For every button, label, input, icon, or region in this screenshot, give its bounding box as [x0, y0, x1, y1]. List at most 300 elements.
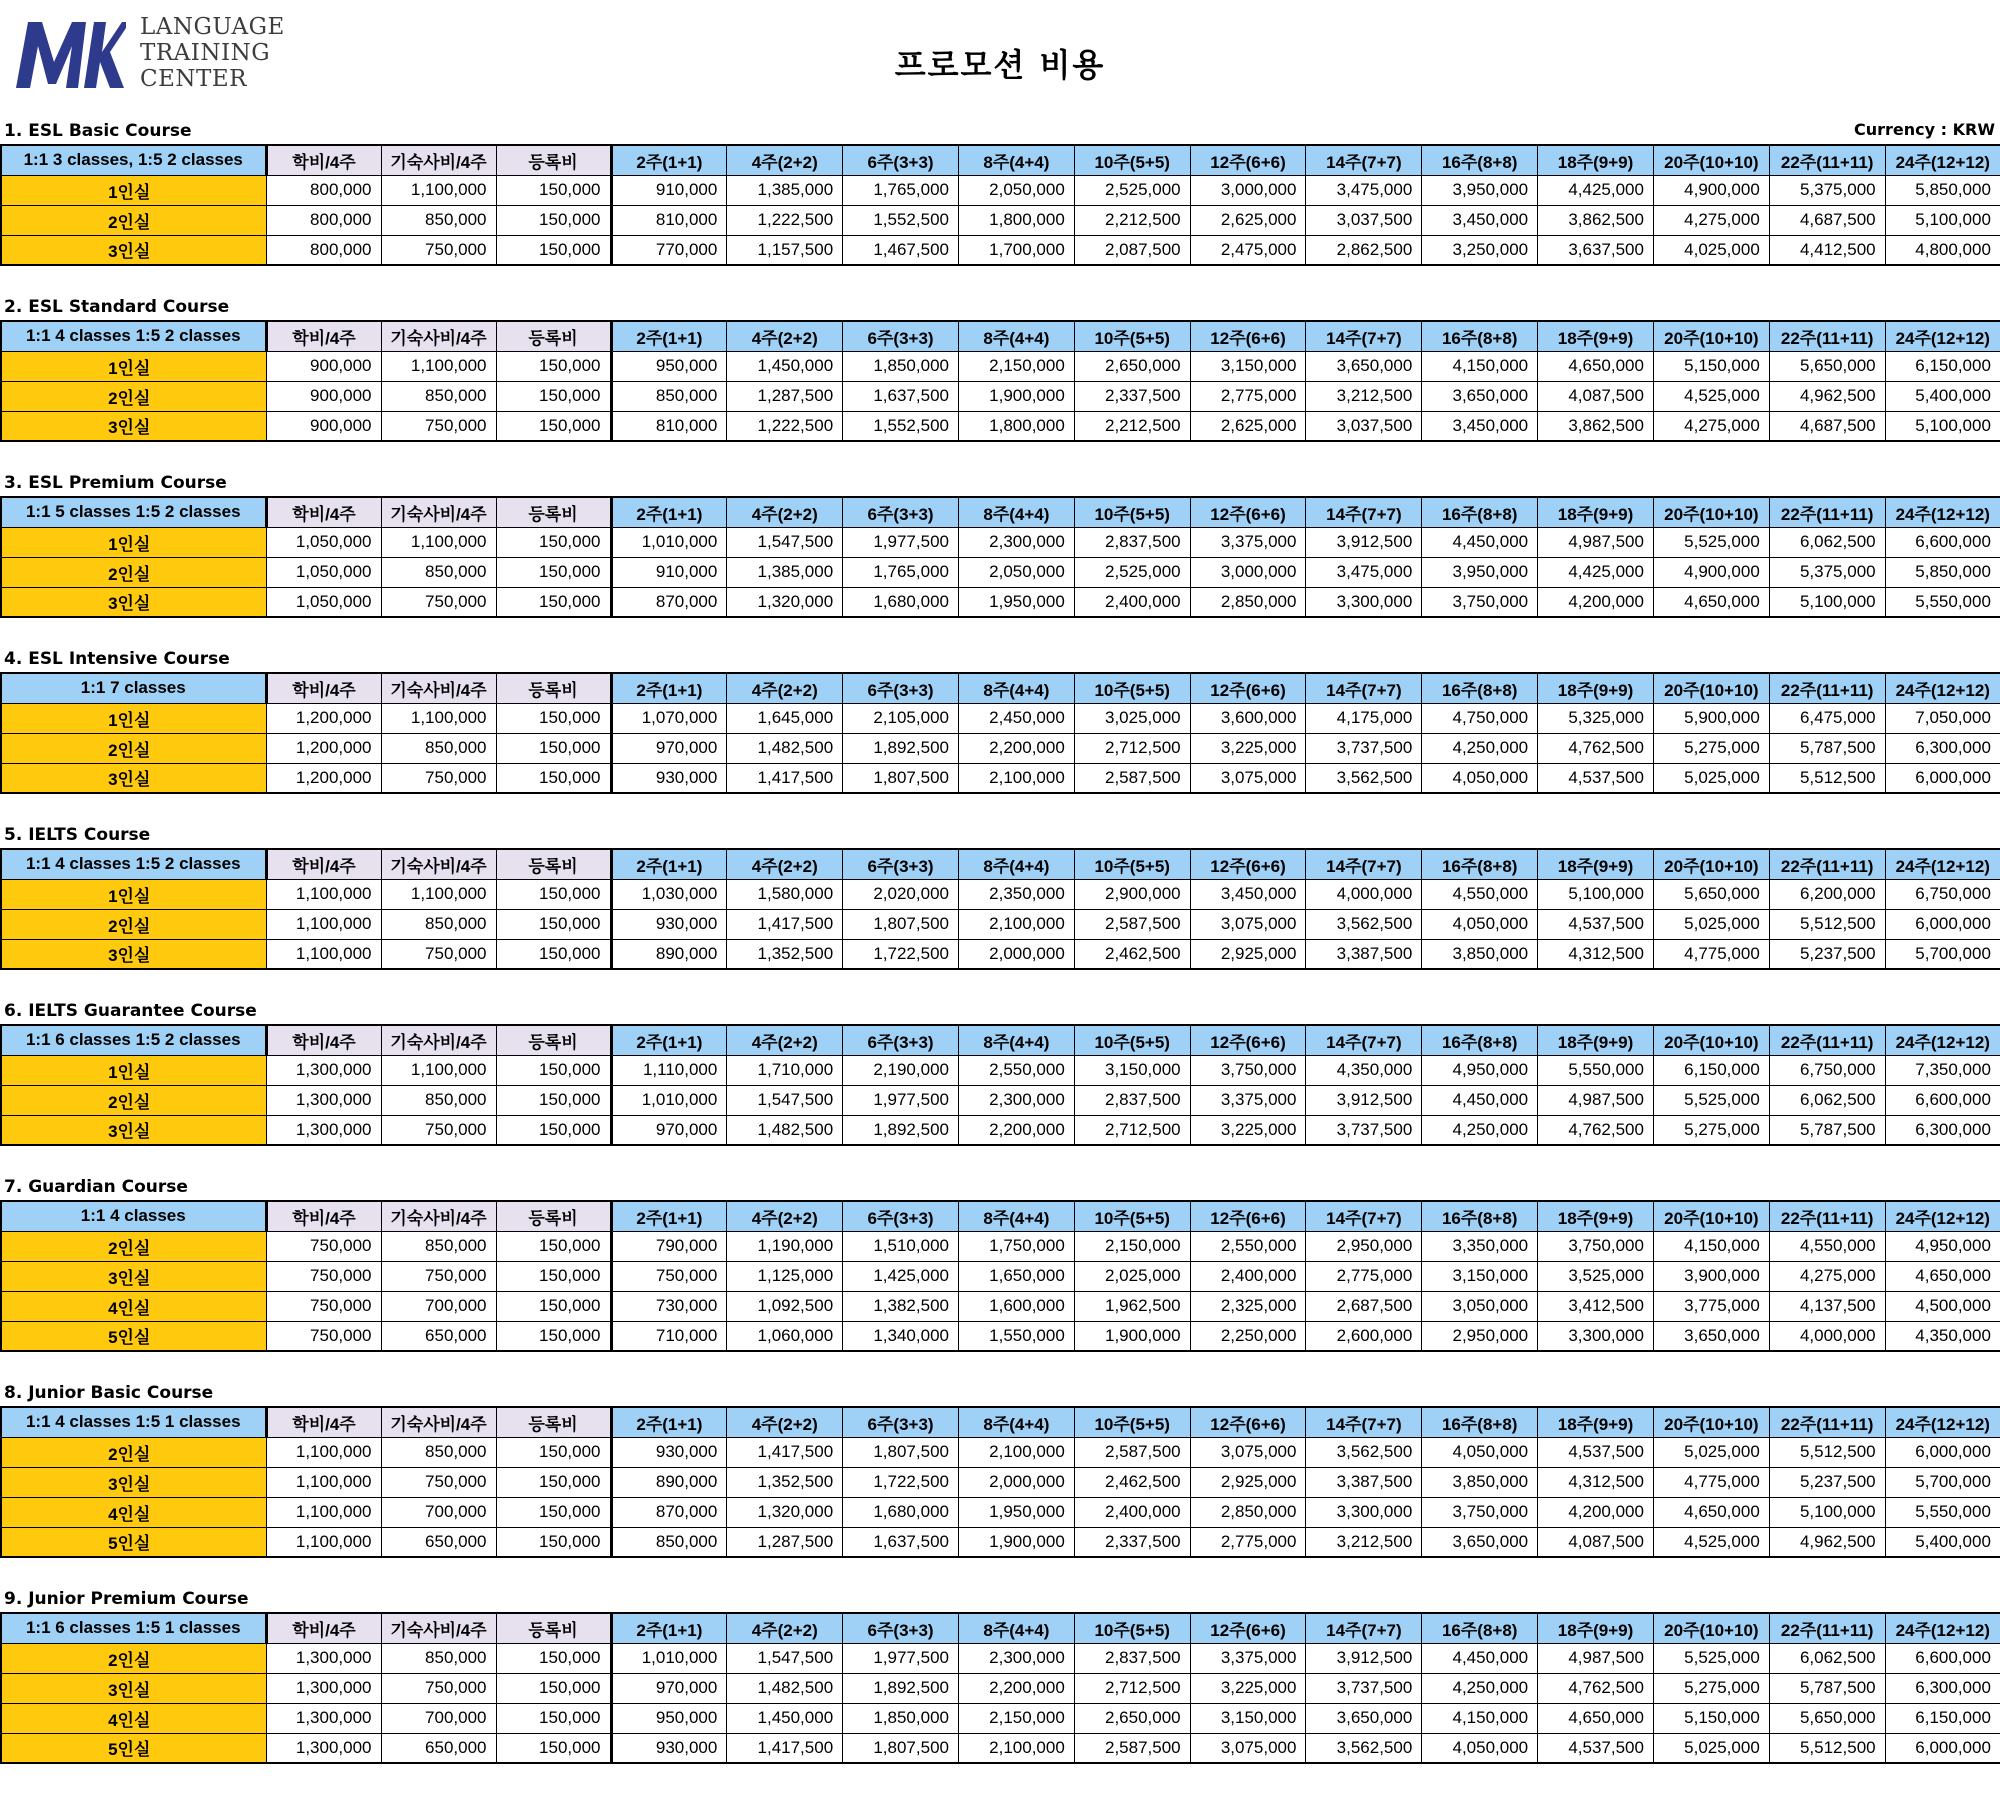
price-cell: 6,150,000 — [1885, 351, 2000, 381]
price-cell: 970,000 — [611, 733, 727, 763]
price-cell: 2,462,500 — [1074, 939, 1190, 969]
room-type: 1인실 — [1, 879, 266, 909]
price-cell: 5,525,000 — [1653, 1643, 1769, 1673]
price-cell: 1,977,500 — [843, 527, 959, 557]
week-header: 6주(3+3) — [843, 145, 959, 175]
price-cell: 4,150,000 — [1653, 1231, 1769, 1261]
week-header: 12주(6+6) — [1190, 849, 1306, 879]
price-cell: 2,400,000 — [1074, 587, 1190, 617]
price-cell: 150,000 — [496, 381, 611, 411]
price-cell: 730,000 — [611, 1291, 727, 1321]
price-cell: 5,787,500 — [1769, 1115, 1885, 1145]
price-cell: 4,987,500 — [1538, 1643, 1654, 1673]
week-header: 8주(4+4) — [958, 321, 1074, 351]
fee-header: 기숙사비/4주 — [381, 1407, 496, 1437]
price-cell: 1,340,000 — [843, 1321, 959, 1351]
price-cell: 4,962,500 — [1769, 381, 1885, 411]
price-cell: 2,950,000 — [1422, 1321, 1538, 1351]
price-cell: 1,700,000 — [958, 235, 1074, 265]
week-header: 20주(10+10) — [1653, 1613, 1769, 1643]
price-cell: 6,600,000 — [1885, 1085, 2000, 1115]
price-cell: 1,750,000 — [958, 1231, 1074, 1261]
price-cell: 5,525,000 — [1653, 1085, 1769, 1115]
price-cell: 2,850,000 — [1190, 587, 1306, 617]
price-cell: 1,300,000 — [266, 1055, 381, 1085]
price-cell: 2,950,000 — [1306, 1231, 1422, 1261]
price-cell: 1,110,000 — [611, 1055, 727, 1085]
price-cell: 4,650,000 — [1653, 587, 1769, 617]
price-cell: 750,000 — [381, 411, 496, 441]
price-cell: 2,200,000 — [958, 1673, 1074, 1703]
price-cell: 810,000 — [611, 205, 727, 235]
room-type: 3인실 — [1, 235, 266, 265]
price-cell: 1,510,000 — [843, 1231, 959, 1261]
price-cell: 3,750,000 — [1422, 587, 1538, 617]
price-cell: 1,962,500 — [1074, 1291, 1190, 1321]
course-section — [0, 998, 2000, 1146]
price-cell: 150,000 — [496, 411, 611, 441]
price-cell: 4,950,000 — [1885, 1231, 2000, 1261]
room-type: 2인실 — [1, 557, 266, 587]
price-cell: 1,157,500 — [727, 235, 843, 265]
price-cell: 1,300,000 — [266, 1643, 381, 1673]
price-cell: 650,000 — [381, 1733, 496, 1763]
price-cell: 970,000 — [611, 1115, 727, 1145]
course-section — [0, 470, 2000, 618]
price-cell: 2,550,000 — [958, 1055, 1074, 1085]
price-cell: 650,000 — [381, 1527, 496, 1557]
table-row — [1, 175, 2000, 205]
course-section — [0, 294, 2000, 442]
week-header: 12주(6+6) — [1190, 1407, 1306, 1437]
price-cell: 900,000 — [266, 351, 381, 381]
room-type: 3인실 — [1, 1115, 266, 1145]
price-cell: 750,000 — [611, 1261, 727, 1291]
price-cell: 1,650,000 — [958, 1261, 1074, 1291]
price-cell: 2,525,000 — [1074, 175, 1190, 205]
price-cell: 1,300,000 — [266, 1115, 381, 1145]
price-cell: 850,000 — [381, 733, 496, 763]
price-cell: 2,625,000 — [1190, 205, 1306, 235]
price-table — [0, 1024, 2000, 1146]
section-title: 1. ESL Basic Course — [4, 121, 192, 141]
price-cell: 850,000 — [381, 1085, 496, 1115]
table-row — [1, 411, 2000, 441]
week-header: 12주(6+6) — [1190, 497, 1306, 527]
fee-header: 학비/4주 — [266, 1613, 381, 1643]
week-header: 20주(10+10) — [1653, 497, 1769, 527]
price-cell: 4,500,000 — [1885, 1291, 2000, 1321]
week-header: 16주(8+8) — [1422, 1025, 1538, 1055]
classes-label: 1:1 4 classes 1:5 2 classes — [1, 321, 266, 351]
week-header: 2주(1+1) — [611, 1407, 727, 1437]
classes-label: 1:1 3 classes, 1:5 2 classes — [1, 145, 266, 175]
price-cell: 890,000 — [611, 1467, 727, 1497]
week-header: 4주(2+2) — [727, 1201, 843, 1231]
price-cell: 6,750,000 — [1769, 1055, 1885, 1085]
course-section — [0, 822, 2000, 970]
price-cell: 3,862,500 — [1538, 205, 1654, 235]
price-cell: 5,700,000 — [1885, 1467, 2000, 1497]
week-header: 22주(11+11) — [1769, 321, 1885, 351]
price-cell: 6,000,000 — [1885, 763, 2000, 793]
table-row — [1, 205, 2000, 235]
price-cell: 4,312,500 — [1538, 1467, 1654, 1497]
week-header: 6주(3+3) — [843, 1025, 959, 1055]
price-cell: 3,225,000 — [1190, 1115, 1306, 1145]
price-cell: 750,000 — [381, 1115, 496, 1145]
price-cell: 4,900,000 — [1653, 557, 1769, 587]
week-header: 10주(5+5) — [1074, 1407, 1190, 1437]
week-header: 2주(1+1) — [611, 1025, 727, 1055]
table-row — [1, 939, 2000, 969]
logo-line-1: LANGUAGE — [140, 14, 285, 40]
week-header: 4주(2+2) — [727, 673, 843, 703]
price-cell: 7,050,000 — [1885, 703, 2000, 733]
price-cell: 1,550,000 — [958, 1321, 1074, 1351]
price-cell: 3,737,500 — [1306, 1673, 1422, 1703]
week-header: 6주(3+3) — [843, 321, 959, 351]
price-cell: 4,250,000 — [1422, 733, 1538, 763]
price-cell: 650,000 — [381, 1321, 496, 1351]
price-cell: 1,977,500 — [843, 1085, 959, 1115]
price-cell: 3,300,000 — [1306, 1497, 1422, 1527]
price-cell: 3,150,000 — [1422, 1261, 1538, 1291]
price-cell: 3,450,000 — [1422, 205, 1538, 235]
price-cell: 2,600,000 — [1306, 1321, 1422, 1351]
price-cell: 5,025,000 — [1653, 763, 1769, 793]
price-cell: 1,287,500 — [727, 381, 843, 411]
week-header: 12주(6+6) — [1190, 321, 1306, 351]
price-cell: 4,175,000 — [1306, 703, 1422, 733]
price-cell: 5,375,000 — [1769, 175, 1885, 205]
price-table — [0, 1200, 2000, 1352]
price-cell: 2,350,000 — [958, 879, 1074, 909]
table-row — [1, 1115, 2000, 1145]
classes-label: 1:1 6 classes 1:5 2 classes — [1, 1025, 266, 1055]
price-cell: 5,400,000 — [1885, 1527, 2000, 1557]
price-cell: 150,000 — [496, 1497, 611, 1527]
price-cell: 2,650,000 — [1074, 1703, 1190, 1733]
room-type: 5인실 — [1, 1321, 266, 1351]
price-cell: 150,000 — [496, 1055, 611, 1085]
week-header: 18주(9+9) — [1538, 673, 1654, 703]
price-cell: 2,712,500 — [1074, 1115, 1190, 1145]
price-cell: 1,552,500 — [843, 411, 959, 441]
fee-header: 학비/4주 — [266, 1025, 381, 1055]
price-cell: 850,000 — [381, 205, 496, 235]
price-cell: 4,537,500 — [1538, 1733, 1654, 1763]
price-cell: 2,050,000 — [958, 175, 1074, 205]
fee-header: 등록비 — [496, 1613, 611, 1643]
table-row — [1, 527, 2000, 557]
course-section — [0, 1174, 2000, 1352]
price-cell: 1,900,000 — [958, 1527, 1074, 1557]
price-cell: 150,000 — [496, 205, 611, 235]
week-header: 4주(2+2) — [727, 1025, 843, 1055]
price-cell: 2,050,000 — [958, 557, 1074, 587]
week-header: 6주(3+3) — [843, 849, 959, 879]
week-header: 16주(8+8) — [1422, 1613, 1538, 1643]
price-cell: 3,375,000 — [1190, 527, 1306, 557]
classes-label: 1:1 7 classes — [1, 673, 266, 703]
week-header: 24주(12+12) — [1885, 849, 2000, 879]
room-type: 2인실 — [1, 205, 266, 235]
price-cell: 150,000 — [496, 1115, 611, 1145]
table-row — [1, 557, 2000, 587]
section-title: 3. ESL Premium Course — [4, 473, 227, 493]
price-cell: 3,562,500 — [1306, 763, 1422, 793]
price-cell: 5,550,000 — [1538, 1055, 1654, 1085]
price-cell: 910,000 — [611, 557, 727, 587]
price-cell: 5,375,000 — [1769, 557, 1885, 587]
fee-header: 기숙사비/4주 — [381, 1025, 496, 1055]
room-type: 3인실 — [1, 1467, 266, 1497]
price-cell: 1,892,500 — [843, 1115, 959, 1145]
price-cell: 2,150,000 — [958, 1703, 1074, 1733]
price-cell: 1,100,000 — [266, 1497, 381, 1527]
price-cell: 1,100,000 — [381, 527, 496, 557]
classes-label: 1:1 5 classes 1:5 2 classes — [1, 497, 266, 527]
logo-line-2: TRAINING — [140, 40, 271, 66]
price-cell: 1,222,500 — [727, 205, 843, 235]
week-header: 16주(8+8) — [1422, 673, 1538, 703]
price-cell: 1,722,500 — [843, 1467, 959, 1497]
price-cell: 910,000 — [611, 175, 727, 205]
week-header: 16주(8+8) — [1422, 1407, 1538, 1437]
price-cell: 1,600,000 — [958, 1291, 1074, 1321]
week-header: 2주(1+1) — [611, 849, 727, 879]
price-cell: 750,000 — [266, 1231, 381, 1261]
price-cell: 150,000 — [496, 1085, 611, 1115]
price-cell: 1,010,000 — [611, 1085, 727, 1115]
week-header: 4주(2+2) — [727, 145, 843, 175]
week-header: 22주(11+11) — [1769, 1407, 1885, 1437]
price-cell: 1,050,000 — [266, 557, 381, 587]
room-type: 2인실 — [1, 1437, 266, 1467]
price-cell: 4,312,500 — [1538, 939, 1654, 969]
price-table — [0, 496, 2000, 618]
price-cell: 3,912,500 — [1306, 1643, 1422, 1673]
price-cell: 1,100,000 — [381, 703, 496, 733]
price-cell: 4,800,000 — [1885, 235, 2000, 265]
table-row — [1, 235, 2000, 265]
fee-header: 학비/4주 — [266, 1201, 381, 1231]
price-cell: 1,060,000 — [727, 1321, 843, 1351]
week-header: 4주(2+2) — [727, 497, 843, 527]
price-cell: 2,100,000 — [958, 763, 1074, 793]
room-type: 5인실 — [1, 1733, 266, 1763]
week-header: 8주(4+4) — [958, 673, 1074, 703]
week-header: 20주(10+10) — [1653, 673, 1769, 703]
fee-header: 기숙사비/4주 — [381, 321, 496, 351]
price-cell: 1,100,000 — [266, 1437, 381, 1467]
price-cell: 2,837,500 — [1074, 527, 1190, 557]
fee-header: 기숙사비/4주 — [381, 145, 496, 175]
price-cell: 850,000 — [381, 381, 496, 411]
week-header: 12주(6+6) — [1190, 673, 1306, 703]
week-header: 18주(9+9) — [1538, 1025, 1654, 1055]
fee-header: 등록비 — [496, 497, 611, 527]
price-table — [0, 144, 2000, 266]
price-cell: 4,250,000 — [1422, 1673, 1538, 1703]
week-header: 22주(11+11) — [1769, 673, 1885, 703]
price-cell: 2,087,500 — [1074, 235, 1190, 265]
price-cell: 5,100,000 — [1769, 1497, 1885, 1527]
price-cell: 1,100,000 — [266, 909, 381, 939]
price-cell: 790,000 — [611, 1231, 727, 1261]
room-type: 1인실 — [1, 703, 266, 733]
week-header: 20주(10+10) — [1653, 145, 1769, 175]
price-cell: 150,000 — [496, 879, 611, 909]
page-title: 프로모션 비용 — [894, 46, 1106, 84]
price-cell: 5,025,000 — [1653, 909, 1769, 939]
price-cell: 7,350,000 — [1885, 1055, 2000, 1085]
week-header: 10주(5+5) — [1074, 1613, 1190, 1643]
price-cell: 900,000 — [266, 381, 381, 411]
price-cell: 150,000 — [496, 763, 611, 793]
price-cell: 1,680,000 — [843, 1497, 959, 1527]
room-type: 4인실 — [1, 1291, 266, 1321]
price-cell: 5,400,000 — [1885, 381, 2000, 411]
price-cell: 2,450,000 — [958, 703, 1074, 733]
price-cell: 710,000 — [611, 1321, 727, 1351]
price-cell: 2,337,500 — [1074, 381, 1190, 411]
week-header: 24주(12+12) — [1885, 145, 2000, 175]
price-cell: 930,000 — [611, 909, 727, 939]
week-header: 24주(12+12) — [1885, 321, 2000, 351]
price-cell: 5,100,000 — [1885, 411, 2000, 441]
week-header: 20주(10+10) — [1653, 321, 1769, 351]
price-cell: 4,987,500 — [1538, 1085, 1654, 1115]
price-cell: 4,025,000 — [1653, 235, 1769, 265]
price-cell: 4,987,500 — [1538, 527, 1654, 557]
week-header: 8주(4+4) — [958, 849, 1074, 879]
price-cell: 1,385,000 — [727, 175, 843, 205]
room-type: 2인실 — [1, 1643, 266, 1673]
price-cell: 3,225,000 — [1190, 1673, 1306, 1703]
classes-label: 1:1 6 classes 1:5 1 classes — [1, 1613, 266, 1643]
price-cell: 2,300,000 — [958, 527, 1074, 557]
week-header: 8주(4+4) — [958, 1407, 1074, 1437]
price-cell: 3,525,000 — [1538, 1261, 1654, 1291]
price-cell: 3,075,000 — [1190, 909, 1306, 939]
section-title: 2. ESL Standard Course — [4, 297, 230, 317]
price-cell: 3,300,000 — [1306, 587, 1422, 617]
week-header: 14주(7+7) — [1306, 1407, 1422, 1437]
price-cell: 2,025,000 — [1074, 1261, 1190, 1291]
price-cell: 1,300,000 — [266, 1085, 381, 1115]
price-table — [0, 848, 2000, 970]
price-cell: 1,030,000 — [611, 879, 727, 909]
price-cell: 4,150,000 — [1422, 351, 1538, 381]
price-cell: 2,325,000 — [1190, 1291, 1306, 1321]
price-cell: 2,100,000 — [958, 1733, 1074, 1763]
price-cell: 930,000 — [611, 763, 727, 793]
price-cell: 6,600,000 — [1885, 527, 2000, 557]
price-cell: 850,000 — [381, 1643, 496, 1673]
price-cell: 1,352,500 — [727, 939, 843, 969]
price-cell: 800,000 — [266, 205, 381, 235]
price-cell: 850,000 — [611, 1527, 727, 1557]
week-header: 18주(9+9) — [1538, 145, 1654, 175]
table-header-row — [1, 321, 2000, 351]
table-row — [1, 1497, 2000, 1527]
price-cell: 2,862,500 — [1306, 235, 1422, 265]
table-row — [1, 879, 2000, 909]
price-cell: 700,000 — [381, 1703, 496, 1733]
price-cell: 2,550,000 — [1190, 1231, 1306, 1261]
price-cell: 3,075,000 — [1190, 1437, 1306, 1467]
price-cell: 3,000,000 — [1190, 175, 1306, 205]
price-cell: 1,200,000 — [266, 733, 381, 763]
price-cell: 1,645,000 — [727, 703, 843, 733]
price-cell: 150,000 — [496, 703, 611, 733]
price-cell: 4,900,000 — [1653, 175, 1769, 205]
week-header: 18주(9+9) — [1538, 497, 1654, 527]
price-cell: 5,237,500 — [1769, 939, 1885, 969]
price-cell: 3,450,000 — [1422, 411, 1538, 441]
price-cell: 1,892,500 — [843, 1673, 959, 1703]
price-cell: 4,762,500 — [1538, 1673, 1654, 1703]
fee-header: 학비/4주 — [266, 321, 381, 351]
week-header: 22주(11+11) — [1769, 1613, 1885, 1643]
room-type: 3인실 — [1, 763, 266, 793]
price-cell: 1,417,500 — [727, 763, 843, 793]
price-cell: 6,062,500 — [1769, 1085, 1885, 1115]
price-cell: 2,212,500 — [1074, 411, 1190, 441]
section-title: 5. IELTS Course — [4, 825, 151, 845]
price-cell: 4,762,500 — [1538, 733, 1654, 763]
price-cell: 1,547,500 — [727, 527, 843, 557]
room-type: 1인실 — [1, 175, 266, 205]
price-cell: 3,750,000 — [1538, 1231, 1654, 1261]
price-cell: 1,950,000 — [958, 587, 1074, 617]
price-cell: 1,352,500 — [727, 1467, 843, 1497]
section-title: 9. Junior Premium Course — [4, 1589, 249, 1609]
week-header: 22주(11+11) — [1769, 1201, 1885, 1231]
fee-header: 학비/4주 — [266, 145, 381, 175]
price-cell: 3,850,000 — [1422, 939, 1538, 969]
price-table — [0, 320, 2000, 442]
week-header: 18주(9+9) — [1538, 1613, 1654, 1643]
price-cell: 4,050,000 — [1422, 1733, 1538, 1763]
price-cell: 1,425,000 — [843, 1261, 959, 1291]
week-header: 20주(10+10) — [1653, 849, 1769, 879]
price-cell: 2,100,000 — [958, 909, 1074, 939]
table-row — [1, 703, 2000, 733]
classes-label: 1:1 4 classes 1:5 2 classes — [1, 849, 266, 879]
week-header: 18주(9+9) — [1538, 321, 1654, 351]
price-cell: 1,100,000 — [266, 939, 381, 969]
price-cell: 3,000,000 — [1190, 557, 1306, 587]
price-cell: 6,750,000 — [1885, 879, 2000, 909]
price-cell: 4,200,000 — [1538, 1497, 1654, 1527]
price-cell: 5,650,000 — [1769, 1703, 1885, 1733]
price-cell: 6,062,500 — [1769, 1643, 1885, 1673]
week-header: 10주(5+5) — [1074, 1025, 1190, 1055]
price-cell: 3,562,500 — [1306, 909, 1422, 939]
week-header: 14주(7+7) — [1306, 321, 1422, 351]
fee-header: 등록비 — [496, 673, 611, 703]
week-header: 4주(2+2) — [727, 1613, 843, 1643]
price-table — [0, 672, 2000, 794]
price-cell: 2,400,000 — [1190, 1261, 1306, 1291]
price-cell: 3,350,000 — [1422, 1231, 1538, 1261]
price-cell: 2,925,000 — [1190, 1467, 1306, 1497]
price-cell: 750,000 — [381, 587, 496, 617]
price-cell: 5,025,000 — [1653, 1733, 1769, 1763]
